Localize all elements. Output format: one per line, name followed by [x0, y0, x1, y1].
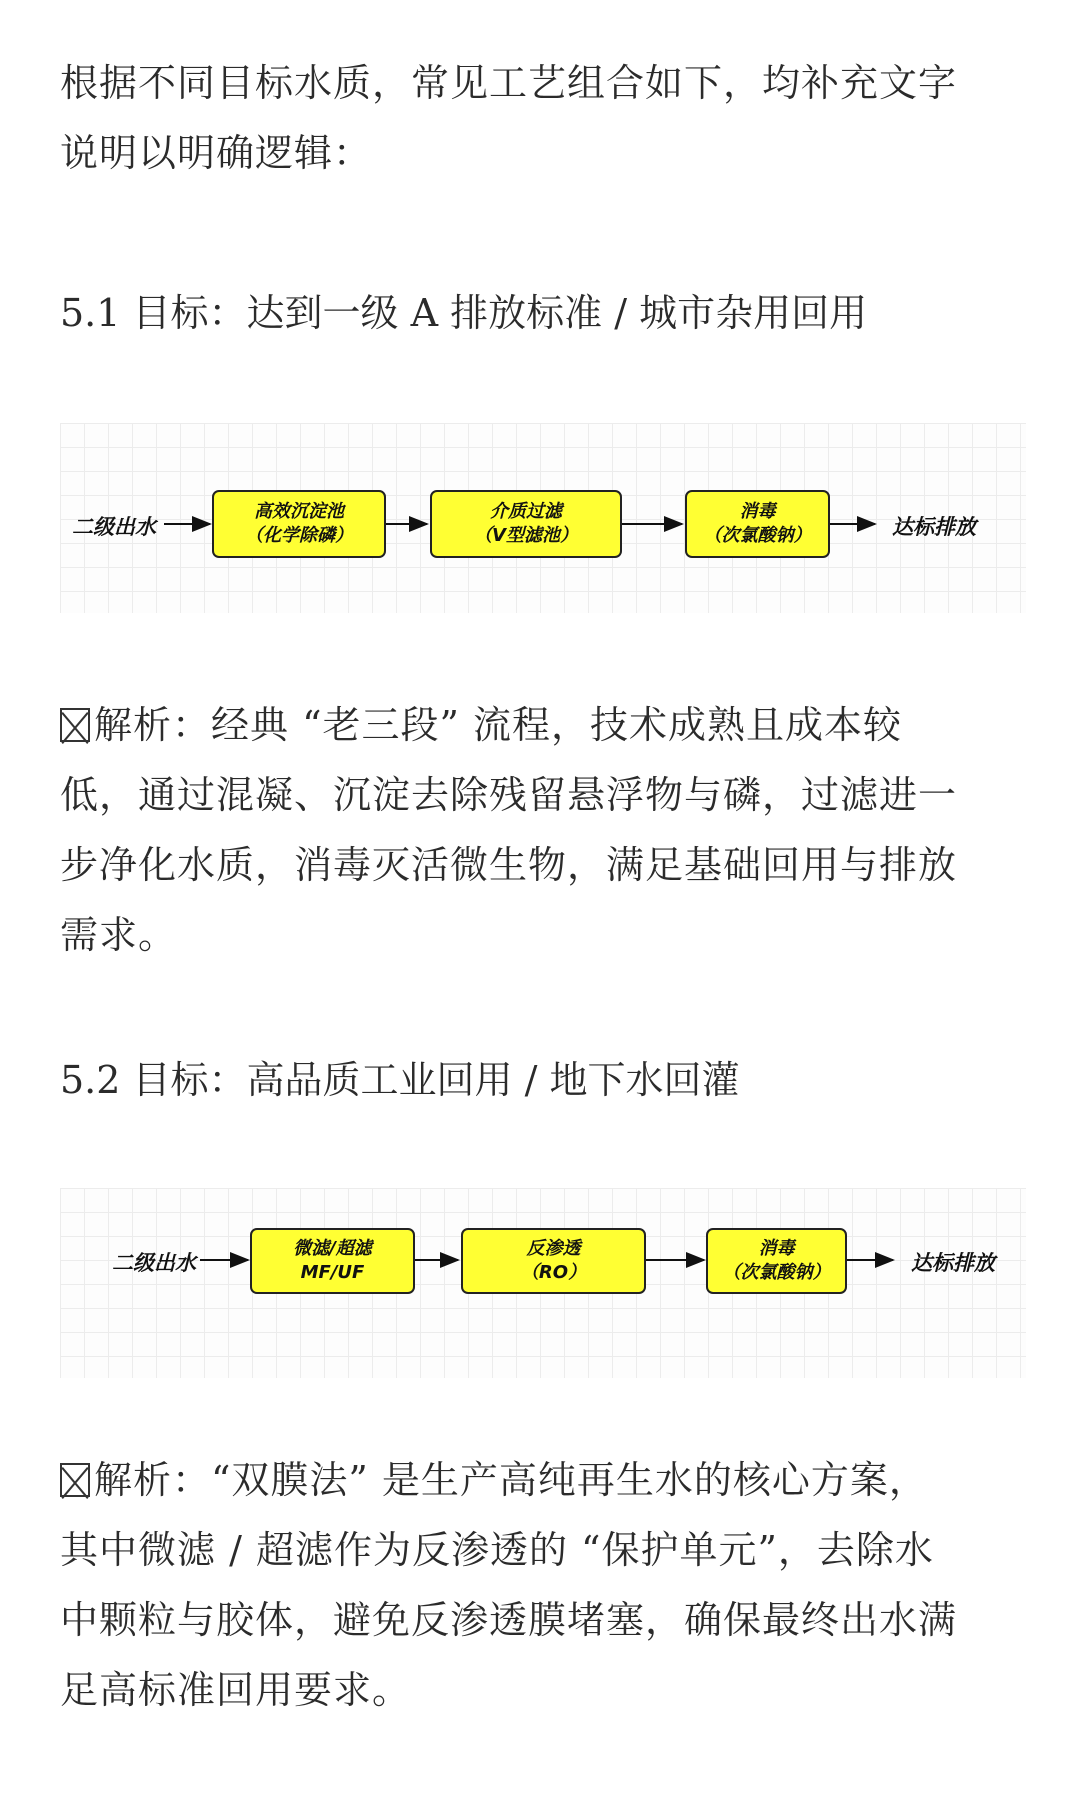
checkbox-icon: [60, 1463, 90, 1497]
flow-start-label: 二级出水: [72, 515, 156, 539]
intro-line-2: 说明以明确逻辑：: [60, 131, 373, 175]
analysis-line-1: 解析：经典 “老三段” 流程，技术成熟且成本较: [60, 690, 1020, 760]
analysis-line-2: 低，通过混凝、沉淀去除残留悬浮物与磷，过滤进一: [60, 773, 958, 817]
section-1-analysis: [60, 690, 1020, 970]
flow-step-line: 介质过滤: [490, 501, 562, 522]
flow-end-label: 达标排放: [892, 515, 976, 539]
analysis-line-4: 足高标准回用要求。: [60, 1668, 412, 1712]
flow-step-line: MF/UF: [300, 1262, 365, 1283]
flow-step-line: （V型滤池）: [474, 525, 578, 546]
flow-step-line: （次氯酸钠）: [722, 1262, 831, 1283]
flow-step-disinfection: [685, 490, 830, 558]
flow-step-filtration: [430, 490, 622, 558]
flow-diagram-2: [60, 1188, 1026, 1378]
intro-line-1: 根据不同目标水质，常见工艺组合如下，均补充文字: [60, 61, 958, 105]
analysis-line-3: 步净化水质，消毒灭活微生物，满足基础回用与排放: [60, 843, 958, 887]
flow-step-line: （RO）: [520, 1262, 587, 1283]
intro-paragraph: [60, 48, 1020, 188]
analysis-line-1: 解析：“双膜法” 是生产高纯再生水的核心方案，: [60, 1445, 1020, 1515]
analysis-line-3: 中颗粒与胶体，避免反渗透膜堵塞，确保最终出水满: [60, 1598, 958, 1642]
flow-diagram-1: [60, 423, 1026, 613]
section-1-heading: 5.1 目标：达到一级 A 排放标准 / 城市杂用回用: [60, 291, 868, 335]
flow-step-line: （化学除磷）: [245, 525, 353, 546]
flow-end-label: 达标排放: [911, 1251, 995, 1275]
flow-step-disinfection: [706, 1228, 847, 1294]
section-2-analysis: [60, 1445, 1020, 1725]
analysis-line-4: 需求。: [60, 913, 178, 957]
flow-step-line: 反渗透: [526, 1238, 581, 1259]
section-2-heading: 5.2 目标：高品质工业回用 / 地下水回灌: [60, 1058, 740, 1102]
flow-step-line: 高效沉淀池: [254, 501, 344, 522]
flow-step-ro: [461, 1228, 646, 1294]
flow-step-sedimentation: [212, 490, 386, 558]
analysis-line-2: 其中微滤 / 超滤作为反渗透的 “保护单元”，去除水: [60, 1528, 934, 1572]
flow-start-label: 二级出水: [112, 1251, 196, 1275]
flow-step-line: （次氯酸钠）: [703, 525, 812, 546]
checkbox-icon: [60, 708, 90, 742]
flow-step-line: 消毒: [739, 501, 776, 522]
flow-step-mf-uf: [250, 1228, 415, 1294]
flow-step-line: 微滤/超滤: [293, 1238, 372, 1259]
flow-step-line: 消毒: [758, 1238, 795, 1259]
